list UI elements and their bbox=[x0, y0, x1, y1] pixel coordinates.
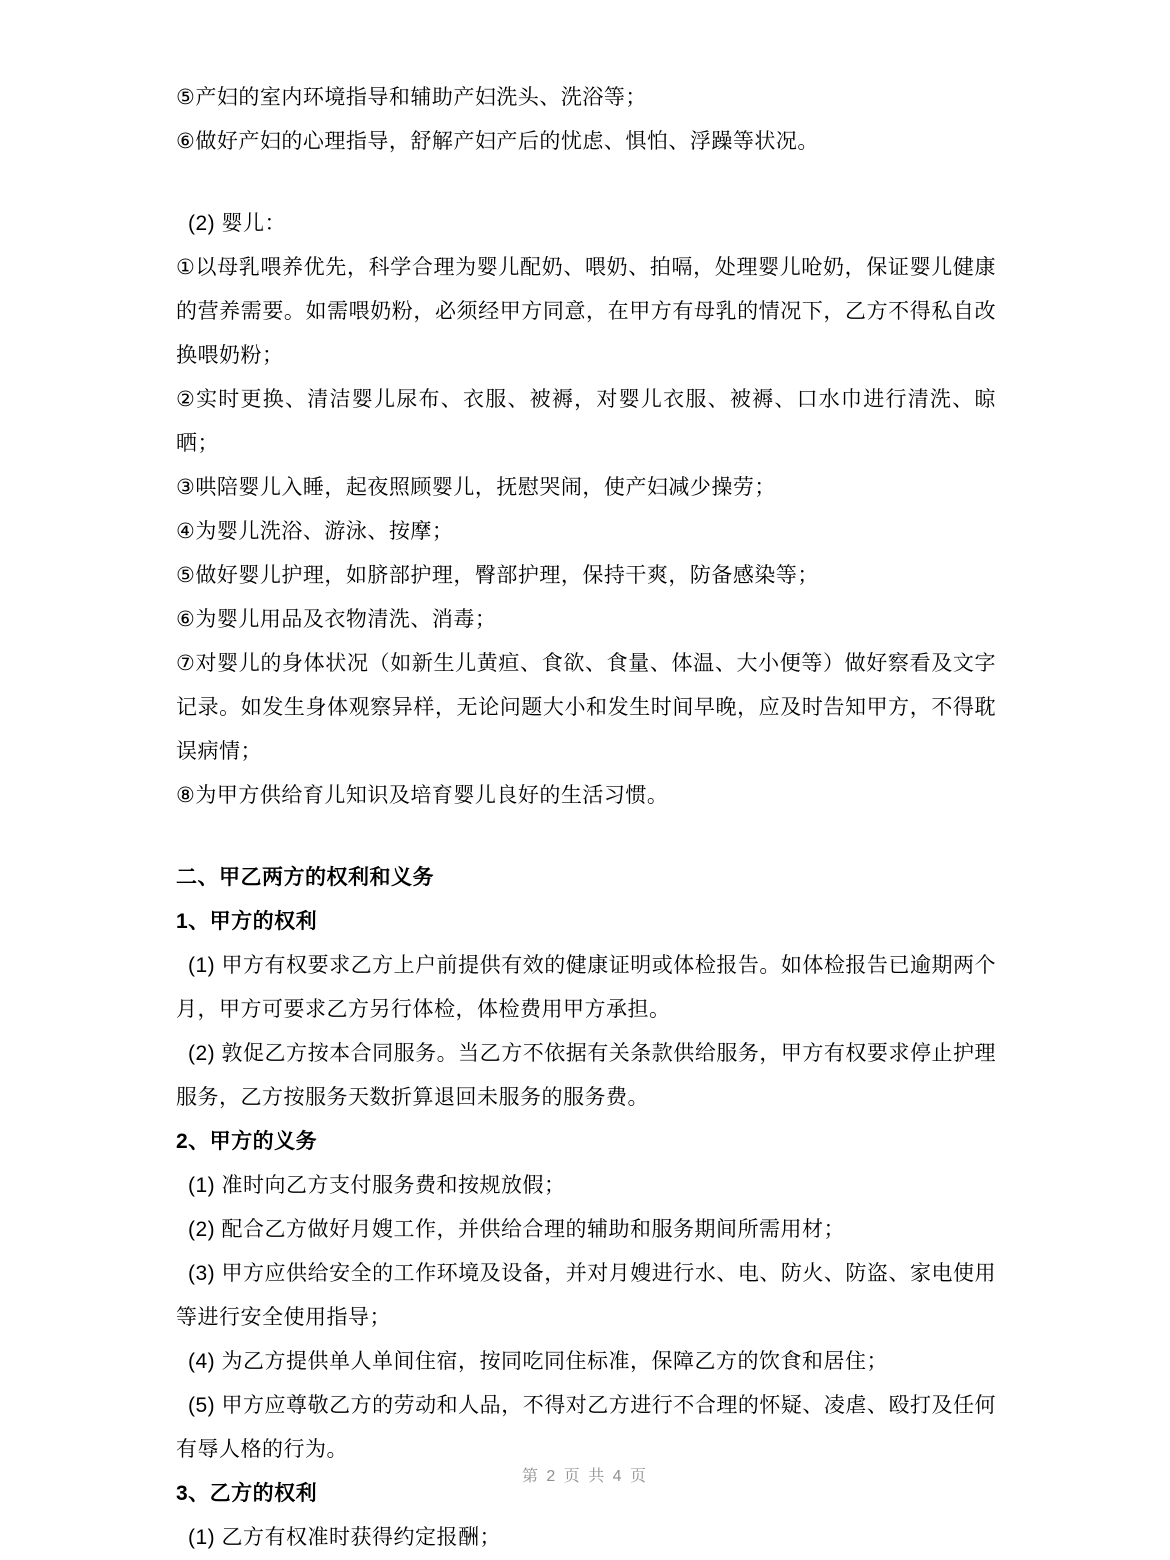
paragraph: (4) 为乙方提供单人单间住宿，按同吃同住标准，保障乙方的饮食和居住； bbox=[188, 1350, 888, 1373]
section-heading: 3、乙方的权利 bbox=[176, 1482, 318, 1505]
paragraph: (3) 甲方应供给安全的工作环境及设备，并对月嫂进行水、电、防火、防盗、家电使用等进行安全使用指导； bbox=[176, 1262, 996, 1329]
paragraph: ①以母乳喂养优先，科学合理为婴儿配奶、喂奶、拍嗝，处理婴儿呛奶，保证婴儿健康的营养需要。如需喂奶粉，必须经甲方同意，在甲方有母乳的情况下，乙方不得私自改换喂奶粉； bbox=[176, 256, 996, 367]
document-body bbox=[176, 76, 996, 1560]
paragraph: ⑦对婴儿的身体状况（如新生儿黄疸、食欲、食量、体温、大小便等）做好察看及文字记录。如发生身体观察异样，无论问题大小和发生时间早晚，应及时告知甲方，不得耽误病情； bbox=[176, 652, 996, 763]
paragraph: (2) 婴儿： bbox=[188, 212, 286, 235]
paragraph: ⑧为甲方供给育儿知识及培育婴儿良好的生活习惯。 bbox=[176, 784, 669, 807]
paragraph: ③哄陪婴儿入睡，起夜照顾婴儿，抚慰哭闹，使产妇减少操劳； bbox=[176, 476, 776, 499]
paragraph-spacer bbox=[176, 164, 996, 202]
section-heading: 1、甲方的权利 bbox=[176, 910, 318, 933]
paragraph: (2) 敦促乙方按本合同服务。当乙方不依据有关条款供给服务，甲方有权要求停止护理服务，乙方按服务天数折算退回未服务的服务费。 bbox=[176, 1042, 996, 1109]
paragraph: ⑤产妇的室内环境指导和辅助产妇洗头、洗浴等； bbox=[176, 86, 647, 109]
paragraph: (1) 乙方有权准时获得约定报酬； bbox=[188, 1526, 501, 1549]
paragraph: ②实时更换、清洁婴儿尿布、衣服、被褥，对婴儿衣服、被褥、口水巾进行清洗、晾晒； bbox=[176, 388, 996, 455]
paragraph: ⑥为婴儿用品及衣物清洗、消毒； bbox=[176, 608, 497, 631]
section-heading: 2、甲方的义务 bbox=[176, 1130, 318, 1153]
paragraph: ⑤做好婴儿护理，如脐部护理，臀部护理，保持干爽，防备感染等； bbox=[176, 564, 819, 587]
paragraph: ④为婴儿洗浴、游泳、按摩； bbox=[176, 520, 454, 543]
paragraph-spacer bbox=[176, 818, 996, 856]
page-number-footer: 第 2 页 共 4 页 bbox=[521, 1468, 649, 1485]
paragraph: (1) 准时向乙方支付服务费和按规放假； bbox=[188, 1174, 566, 1197]
paragraph: (1) 甲方有权要求乙方上户前提供有效的健康证明或体检报告。如体检报告已逾期两个月，甲方可要求乙方另行体检，体检费用甲方承担。 bbox=[176, 954, 996, 1021]
section-heading: 二、甲乙两方的权利和义务 bbox=[176, 866, 434, 889]
paragraph: (5) 甲方应尊敬乙方的劳动和人品，不得对乙方进行不合理的怀疑、凌虐、殴打及任何有辱人格的行为。 bbox=[176, 1394, 996, 1461]
paragraph: ⑥做好产妇的心理指导，舒解产妇产后的忧虑、惧怕、浮躁等状况。 bbox=[176, 130, 819, 153]
paragraph: (2) 配合乙方做好月嫂工作，并供给合理的辅助和服务期间所需用材； bbox=[188, 1218, 845, 1241]
